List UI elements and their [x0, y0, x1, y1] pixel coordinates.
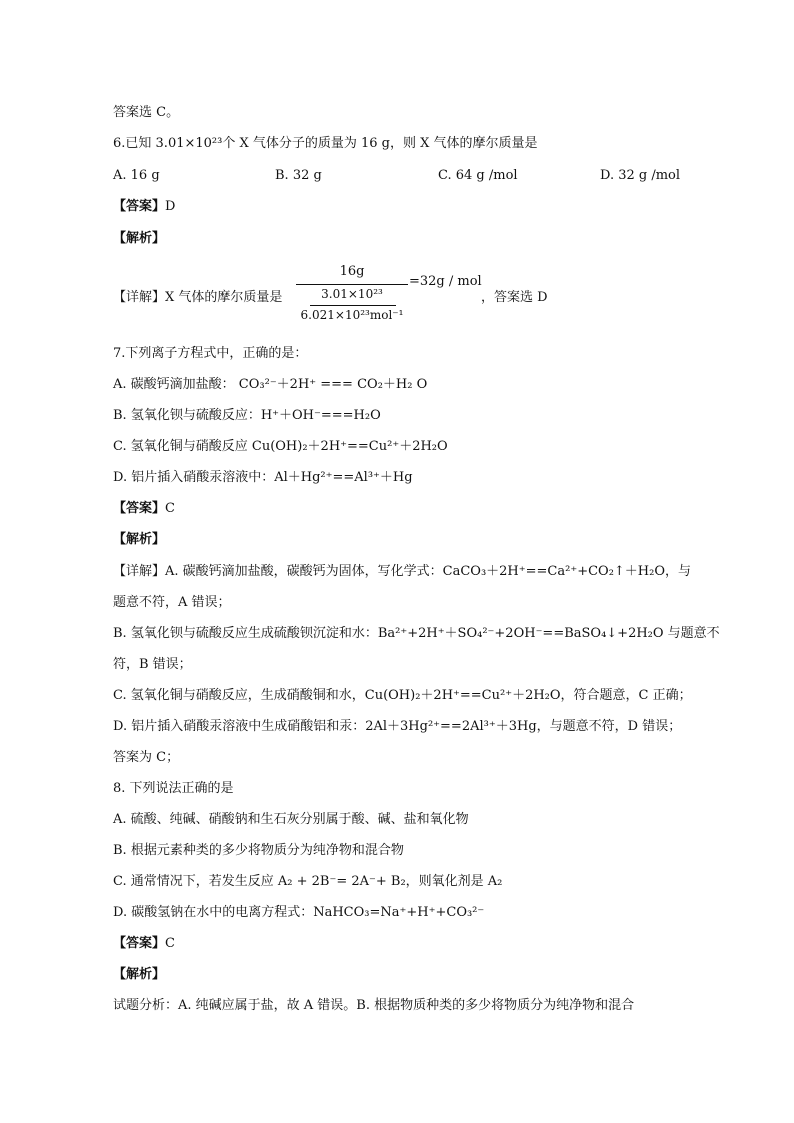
q7-option-c: C. 氢氧化铜与硝酸反应 Cu(OH)₂＋2H⁺==Cu²⁺＋2H₂O — [113, 439, 448, 454]
q7-explanation-5: C. 氢氧化铜与硝酸反应，生成硝酸铜和水，Cu(OH)₂＋2H⁺==Cu²⁺＋2H₂O，符合题意，C 正确； — [113, 688, 692, 703]
q6-analysis-label: 【解析】 — [113, 231, 166, 246]
q6-option-c: C. 64 g /mol — [438, 168, 518, 183]
q7-explanation-3: B. 氢氧化钡与硫酸反应生成硫酸钡沉淀和水：Ba²⁺+2H⁺＋SO₄²⁻+2OH⁻==BaSO₄↓+2H₂O 与题意不 — [113, 626, 720, 641]
q7-option-a: A. 碳酸钙滴加盐酸： CO₃²⁻＋2H⁺ === CO₂＋H₂ O — [113, 377, 428, 392]
fraction-numerator: 16g — [339, 264, 365, 279]
q8-option-d: D. 碳酸氢钠在水中的电离方程式：NaHCO₃=Na⁺+H⁺+CO₃²⁻ — [113, 905, 485, 920]
answer-label: 【答案】 — [113, 199, 166, 214]
q6-detail-prefix: 【详解】X 气体的摩尔质量是 — [113, 290, 283, 305]
q6-detail-suffix: ，答案选 D — [481, 290, 548, 305]
answer-label: 【答案】 — [113, 501, 166, 516]
q7-option-d: D. 铝片插入硝酸汞溶液中：Al＋Hg²⁺==Al³⁺＋Hg — [113, 470, 413, 485]
answer-value: C — [165, 501, 175, 516]
q8-option-a: A. 硫酸、纯碱、硝酸钠和生石灰分别属于酸、碱、盐和氧化物 — [113, 812, 469, 827]
q6-option-d: D. 32 g /mol — [600, 168, 681, 183]
q6-option-a: A. 16 g — [113, 168, 160, 183]
q6-detail-formula — [113, 262, 673, 328]
answer-line: 答案选 C。 — [113, 105, 180, 120]
q8-option-b: B. 根据元素种类的多少将物质分为纯净物和混合物 — [113, 843, 404, 858]
q7-explanation-2: 题意不符，A 错误； — [113, 595, 231, 610]
q7-explanation-7: 答案为 C； — [113, 750, 180, 765]
q7-explanation-1: 【详解】A. 碳酸钙滴加盐酸，碳酸钙为固体，写化学式：CaCO₃＋2H⁺==Ca²⁺+CO₂↑＋H₂O，与 — [113, 564, 691, 579]
fraction-sub-numerator: 3.01×10²³ — [321, 287, 383, 301]
q8-analysis-label: 【解析】 — [113, 967, 166, 982]
compound-fraction — [296, 262, 408, 326]
question-6: 6.已知 3.01×10²³个 X 气体分子的质量为 16 g，则 X 气体的摩尔质量是 — [113, 136, 538, 151]
q7-analysis-label: 【解析】 — [113, 532, 166, 547]
fraction-bar-main — [296, 284, 408, 285]
q7-option-b: B. 氢氧化钡与硫酸反应：H⁺＋OH⁻===H₂O — [113, 408, 381, 423]
q7-answer — [113, 500, 175, 518]
fraction-sub-denominator: 6.021×10²³mol⁻¹ — [300, 308, 404, 322]
q8-explanation-1: 试题分析：A. 纯碱应属于盐，故 A 错误。B. 根据物质种类的多少将物质分为纯净物和混合 — [113, 998, 635, 1013]
q7-explanation-4: 符，B 错误； — [113, 657, 192, 672]
question-8: 8. 下列说法正确的是 — [113, 781, 234, 796]
q8-option-c: C. 通常情况下，若发生反应 A₂ + 2B⁻= 2A⁻+ B₂，则氧化剂是 A₂ — [113, 874, 503, 889]
answer-value: D — [165, 199, 176, 214]
q7-explanation-6: D. 铝片插入硝酸汞溶液中生成硝酸铝和汞：2Al＋3Hg²⁺==2Al³⁺＋3Hg，与题意不符，D 错误； — [113, 719, 682, 734]
q6-answer — [113, 198, 175, 216]
fraction-bar-sub — [310, 305, 396, 306]
q8-answer — [113, 935, 175, 953]
q6-option-b: B. 32 g — [275, 168, 322, 183]
answer-label: 【答案】 — [113, 936, 166, 951]
fraction-result: =32g / mol — [409, 274, 482, 289]
answer-value: C — [165, 936, 175, 951]
question-7: 7.下列离子方程式中，正确的是： — [113, 346, 308, 361]
